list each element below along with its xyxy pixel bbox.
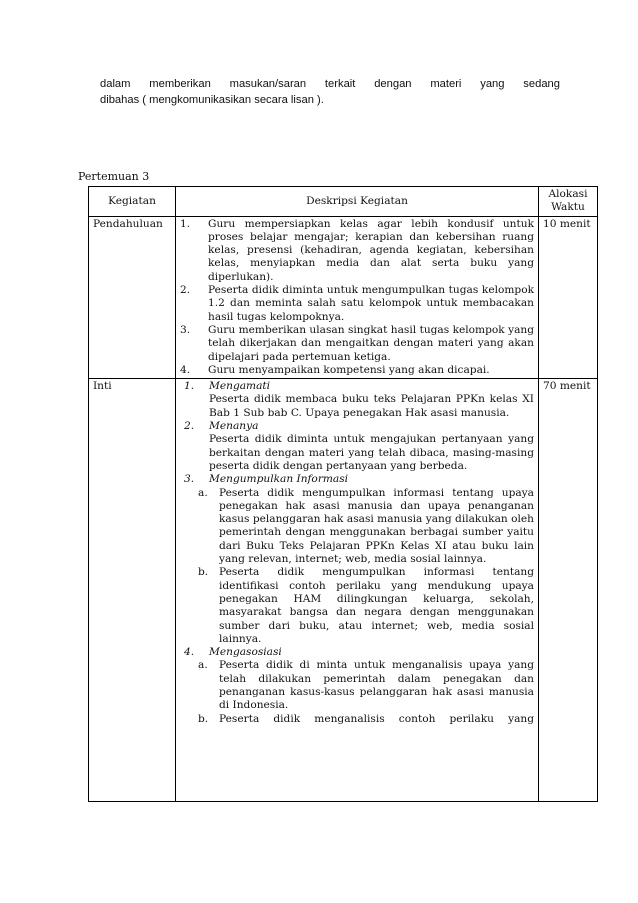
header-description: Deskripsi Kegiatan xyxy=(176,187,539,217)
list-item: 4. Guru menyampaikan kompetensi yang akan dicapai. xyxy=(180,363,490,376)
table-row-core xyxy=(89,379,598,802)
meeting-title: Pertemuan 3 xyxy=(78,170,150,183)
step-menanya: 2. Menanya Peserta didik diminta untuk mengajukan pertanyaan yang berkaitan dengan materi yang telah dibaca, masing-masing peserta didik dengan pertanyaan yang berbeda. xyxy=(184,420,534,472)
step-title: Mengamati xyxy=(209,380,271,393)
step-mengasosiasi: 4. Mengasosiasi xyxy=(184,646,534,659)
step-mengumpulkan-informasi: 3. Mengumpulkan Informasi xyxy=(184,473,534,486)
sub-item: a. Peserta didik mengumpulkan informasi tentang upaya penegakan hak asasi manusia dan upaya penanganan kasus pelanggaran hak asasi manusia yang dilakukan oleh pemerintah dengan menggunakan berbagai sumber yaitu dari Buku Teks Pelajaran PPKn Kelas XI atau buku lain yang relevan, internet; web, media sosial lainnya. xyxy=(198,486,534,566)
core-steps xyxy=(184,380,534,800)
step-mengamati: 1. Mengamati Peserta didik membaca buku teks Pelajaran PPKn kelas XI Bab 1 Sub bab C. Upaya penegakan Hak asasi manusia. xyxy=(184,380,534,419)
intro-steps-list xyxy=(180,218,534,378)
list-item: 1. Guru mempersiapkan kelas agar lebih kondusif untuk proses belajar mengajar; kerapian dan kebersihan ruang kelas, presensi (kehadiran, agenda kegiatan, kebersihan kelas, menyiapkan media dan alat serta buku yang diperlukan). xyxy=(180,217,534,283)
activity-table xyxy=(88,186,598,802)
cell-time-core: 70 menit xyxy=(539,379,598,802)
cell-activity-intro: Pendahuluan xyxy=(89,216,176,379)
table-header-row xyxy=(89,187,598,217)
sub-item: b. Peserta didik menganalisis contoh perilaku yang xyxy=(198,712,534,725)
cell-description-core xyxy=(176,379,539,802)
sub-item: b. Peserta didik mengumpulkan informasi tentang identifikasi contoh perilaku yang mendukung upaya penegakan HAM dilingkungan keluarga, sekolah, masyarakat bangsa dan negara dengan menggunakan sumber dari buku, atau internet; web, media sosial lainnya. xyxy=(198,566,534,645)
intro-line-2: dibahas ( mengkomunikasikan secara lisan ). xyxy=(100,94,324,106)
step-title: Mengasosiasi xyxy=(209,646,282,659)
intro-paragraph xyxy=(100,76,560,108)
list-item: 3. Guru memberikan ulasan singkat hasil tugas kelompok yang telah dikerjakan dan mengaitkan dengan materi yang akan dipelajari pada pertemuan ketiga. xyxy=(180,323,534,363)
sub-item: a. Peserta didik di minta untuk menganalisis upaya yang telah dilakukan pemerintah dalam penegakan dan penanganan kasus-kasus pelanggaran hak asasi manusia di Indonesia. xyxy=(198,659,534,712)
cell-description-intro xyxy=(176,216,539,379)
intro-line-1: dalam memberikan masukan/saran terkait dengan materi yang sedang xyxy=(100,78,560,90)
step-title: Menanya xyxy=(209,420,259,433)
step-text: Peserta didik diminta untuk mengajukan pertanyaan yang berkaitan dengan materi yang telah dibaca, masing-masing peserta didik dengan pertanyaan yang berbeda. xyxy=(209,433,534,472)
table-row-intro xyxy=(89,216,598,379)
header-time: Alokasi Waktu xyxy=(539,187,598,217)
cell-activity-core: Inti xyxy=(89,379,176,802)
cell-time-intro: 10 menit xyxy=(539,216,598,379)
step-title: Mengumpulkan Informasi xyxy=(209,473,349,486)
header-activity: Kegiatan xyxy=(89,187,176,217)
list-item: 2. Peserta didik diminta untuk mengumpulkan tugas kelompok 1.2 dan meminta salah satu kelompok untuk membacakan hasil tugas kelompoknya. xyxy=(180,284,534,323)
step-text: Peserta didik membaca buku teks Pelajaran PPKn kelas XI Bab 1 Sub bab C. Upaya penegakan Hak asasi manusia. xyxy=(209,393,534,419)
